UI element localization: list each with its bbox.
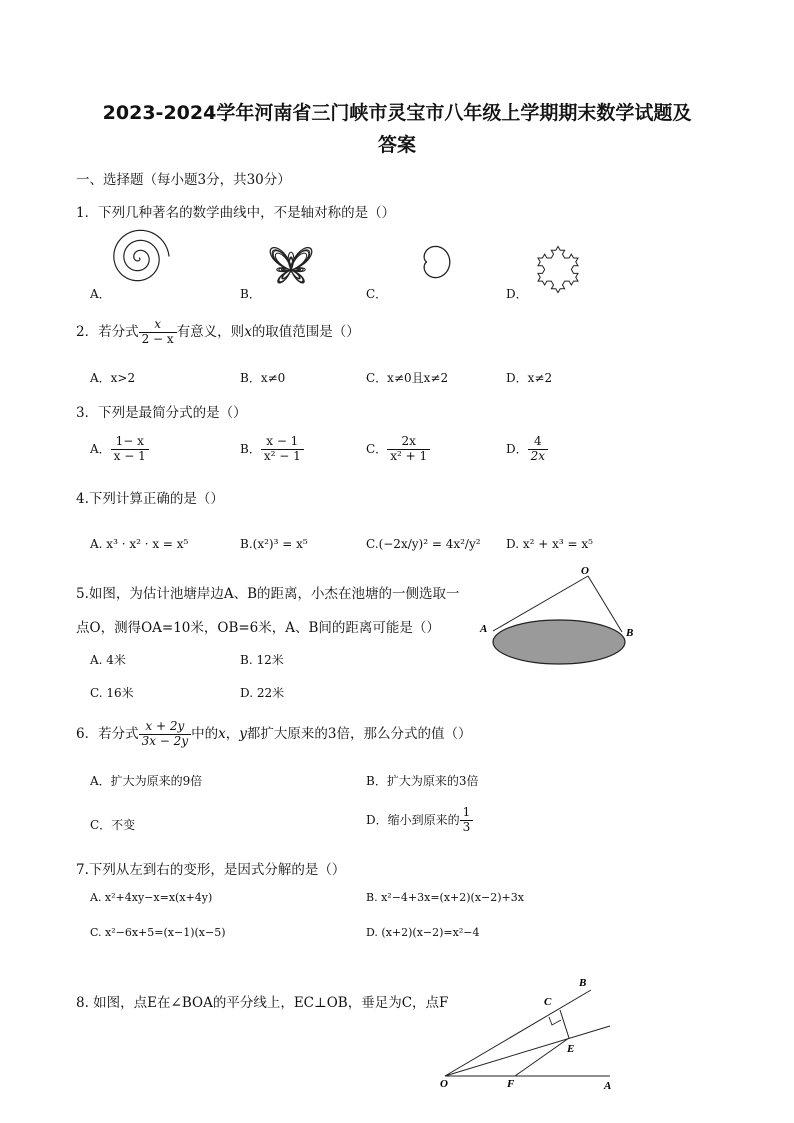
q3-option-a [90, 435, 149, 464]
q5-line1: 5.如图，为估计池塘岸边A、B的距离，小杰在池塘的一侧选取一 [76, 586, 460, 602]
q3-b-num: x − 1 [261, 435, 304, 450]
q1-option-a: A． [90, 287, 111, 301]
q5-option-b: B. 12米 [240, 653, 284, 667]
q7-option-d: D. (x+2)(x−2)=x²−4 [366, 926, 480, 939]
q7-option-b: B. x²−4+3x=(x+2)(x−2)+3x [366, 891, 524, 904]
q5-label-a: A [480, 623, 488, 635]
q5-option-a: A. 4米 [90, 653, 126, 667]
bisector [445, 1026, 610, 1076]
q6-option-d-text: D．缩小到原来的 [366, 812, 460, 827]
q2-option-c: C．x≠0且x≠2 [366, 371, 449, 385]
q4-option-b: B.(x²)³ = x⁵ [240, 537, 308, 551]
spiral-icon [108, 228, 170, 290]
q6-d-num: 1 [460, 806, 474, 821]
q1-option-c: C． [366, 287, 388, 301]
q3-label-b: B． [240, 441, 261, 456]
q2-suffix: 的取值范围是（） [251, 323, 360, 340]
q6-frac-num: x + 2y [139, 720, 192, 735]
q2-frac-num: x [139, 318, 177, 333]
q2-option-b: B．x≠0 [240, 371, 286, 385]
q8-label-e: E [567, 1043, 575, 1055]
q6-d-den: 3 [462, 819, 471, 834]
q7-option-a: A. x²+4xy−x=x(x+4y) [90, 891, 213, 904]
q3-label-c: C． [366, 441, 388, 456]
q5-label-o: O [581, 565, 589, 577]
q6-fraction [139, 720, 192, 749]
q8-label-o: O [440, 1078, 448, 1090]
cardioid-icon [386, 236, 438, 288]
q5-option-d: D. 22米 [240, 686, 285, 700]
q5-pond-figure [478, 564, 638, 674]
q6-var1: x [218, 725, 226, 742]
q8-angle-figure [436, 974, 620, 1094]
q2-frac-den: 2 − x [141, 331, 174, 346]
q8-label-a: A [604, 1080, 612, 1092]
q3-a-num: 1− x [111, 435, 149, 450]
segment-ef [515, 1038, 569, 1076]
q4-option-d: D. x² + x³ = x⁵ [506, 537, 593, 551]
q6-mid: 中的 [191, 725, 219, 742]
q8-label-b: B [579, 977, 587, 989]
q4-option-a: A. x³ · x² · x = x⁵ [90, 537, 189, 551]
section-heading: 一、选择题（每小题3分，共30分） [76, 172, 291, 188]
q8-label-f: F [507, 1078, 515, 1090]
q1-stem: 1．下列几种著名的数学曲线中，不是轴对称的是（） [76, 205, 396, 221]
right-angle-mark [549, 1017, 561, 1025]
q6-var2: y [239, 725, 247, 742]
butterfly-curve-icon [258, 234, 324, 298]
q3-stem: 3．下列是最简分式的是（） [76, 405, 247, 421]
q3-c-den: x² + 1 [390, 448, 428, 463]
q4-option-c: C.(−2x/y)² = 4x²/y² [366, 537, 481, 551]
q7-option-c: C. x²−6x+5=(x−1)(x−5) [90, 926, 226, 939]
q3-d-den: 2x [530, 448, 546, 463]
q3-a-den: x − 1 [113, 448, 146, 463]
q2-option-d: D．x≠2 [506, 371, 553, 385]
q6-suffix: 都扩大原来的3倍，那么分式的值（） [246, 725, 472, 742]
q3-c-num: 2x [387, 435, 430, 450]
q3-option-d [506, 435, 548, 464]
q6-stem [76, 720, 471, 749]
q2-fraction [139, 318, 177, 347]
q1-option-d: D． [506, 287, 528, 301]
q6-option-a: A．扩大为原来的9倍 [90, 774, 203, 788]
q6-option-b: B．扩大为原来的3倍 [366, 774, 479, 788]
q6-prefix: 6．若分式 [76, 725, 139, 742]
q3-option-b [240, 435, 304, 464]
q3-b-den: x² − 1 [263, 448, 301, 463]
q6-sep: ， [225, 725, 240, 742]
q3-label-a: A． [90, 441, 111, 456]
q4-stem: 4.下列计算正确的是（） [76, 491, 224, 507]
q3-option-c [366, 435, 430, 464]
q7-stem: 7.下列从左到右的变形，是因式分解的是（） [76, 862, 346, 878]
q6-frac-den: 3x − 2y [141, 733, 189, 748]
q2-prefix: 2．若分式 [76, 323, 139, 340]
q5-label-b: B [626, 627, 634, 639]
q2-mid: 有意义，则 [176, 323, 245, 340]
q2-var: x [244, 323, 252, 340]
q6-option-c: C．不变 [90, 818, 136, 832]
q3-d-num: 4 [528, 435, 548, 450]
ray-ob [445, 990, 591, 1076]
q5-option-c: C. 16米 [90, 686, 134, 700]
q8-label-c: C [544, 996, 552, 1008]
q6-option-d [366, 806, 473, 835]
snowflake-icon [526, 240, 590, 298]
q8-stem: 8. 如图，点E在∠BOA的平分线上，EC⊥OB，垂足为C，点F [76, 995, 449, 1011]
q2-option-a: A．x>2 [90, 371, 136, 385]
q5-line2: 点O，测得OA=10米，OB=6米，A、B间的距离可能是（） [76, 620, 440, 636]
page-title-line2: 答案 [377, 134, 416, 156]
segment-ec [560, 1010, 569, 1038]
q1-option-b: B． [240, 287, 261, 301]
pond-ellipse [493, 620, 625, 664]
q3-label-d: D． [506, 441, 528, 456]
q2-stem [76, 318, 360, 347]
page-title-line1: 2023-2024学年河南省三门峡市灵宝市八年级上学期期末数学试题及 [102, 102, 692, 124]
